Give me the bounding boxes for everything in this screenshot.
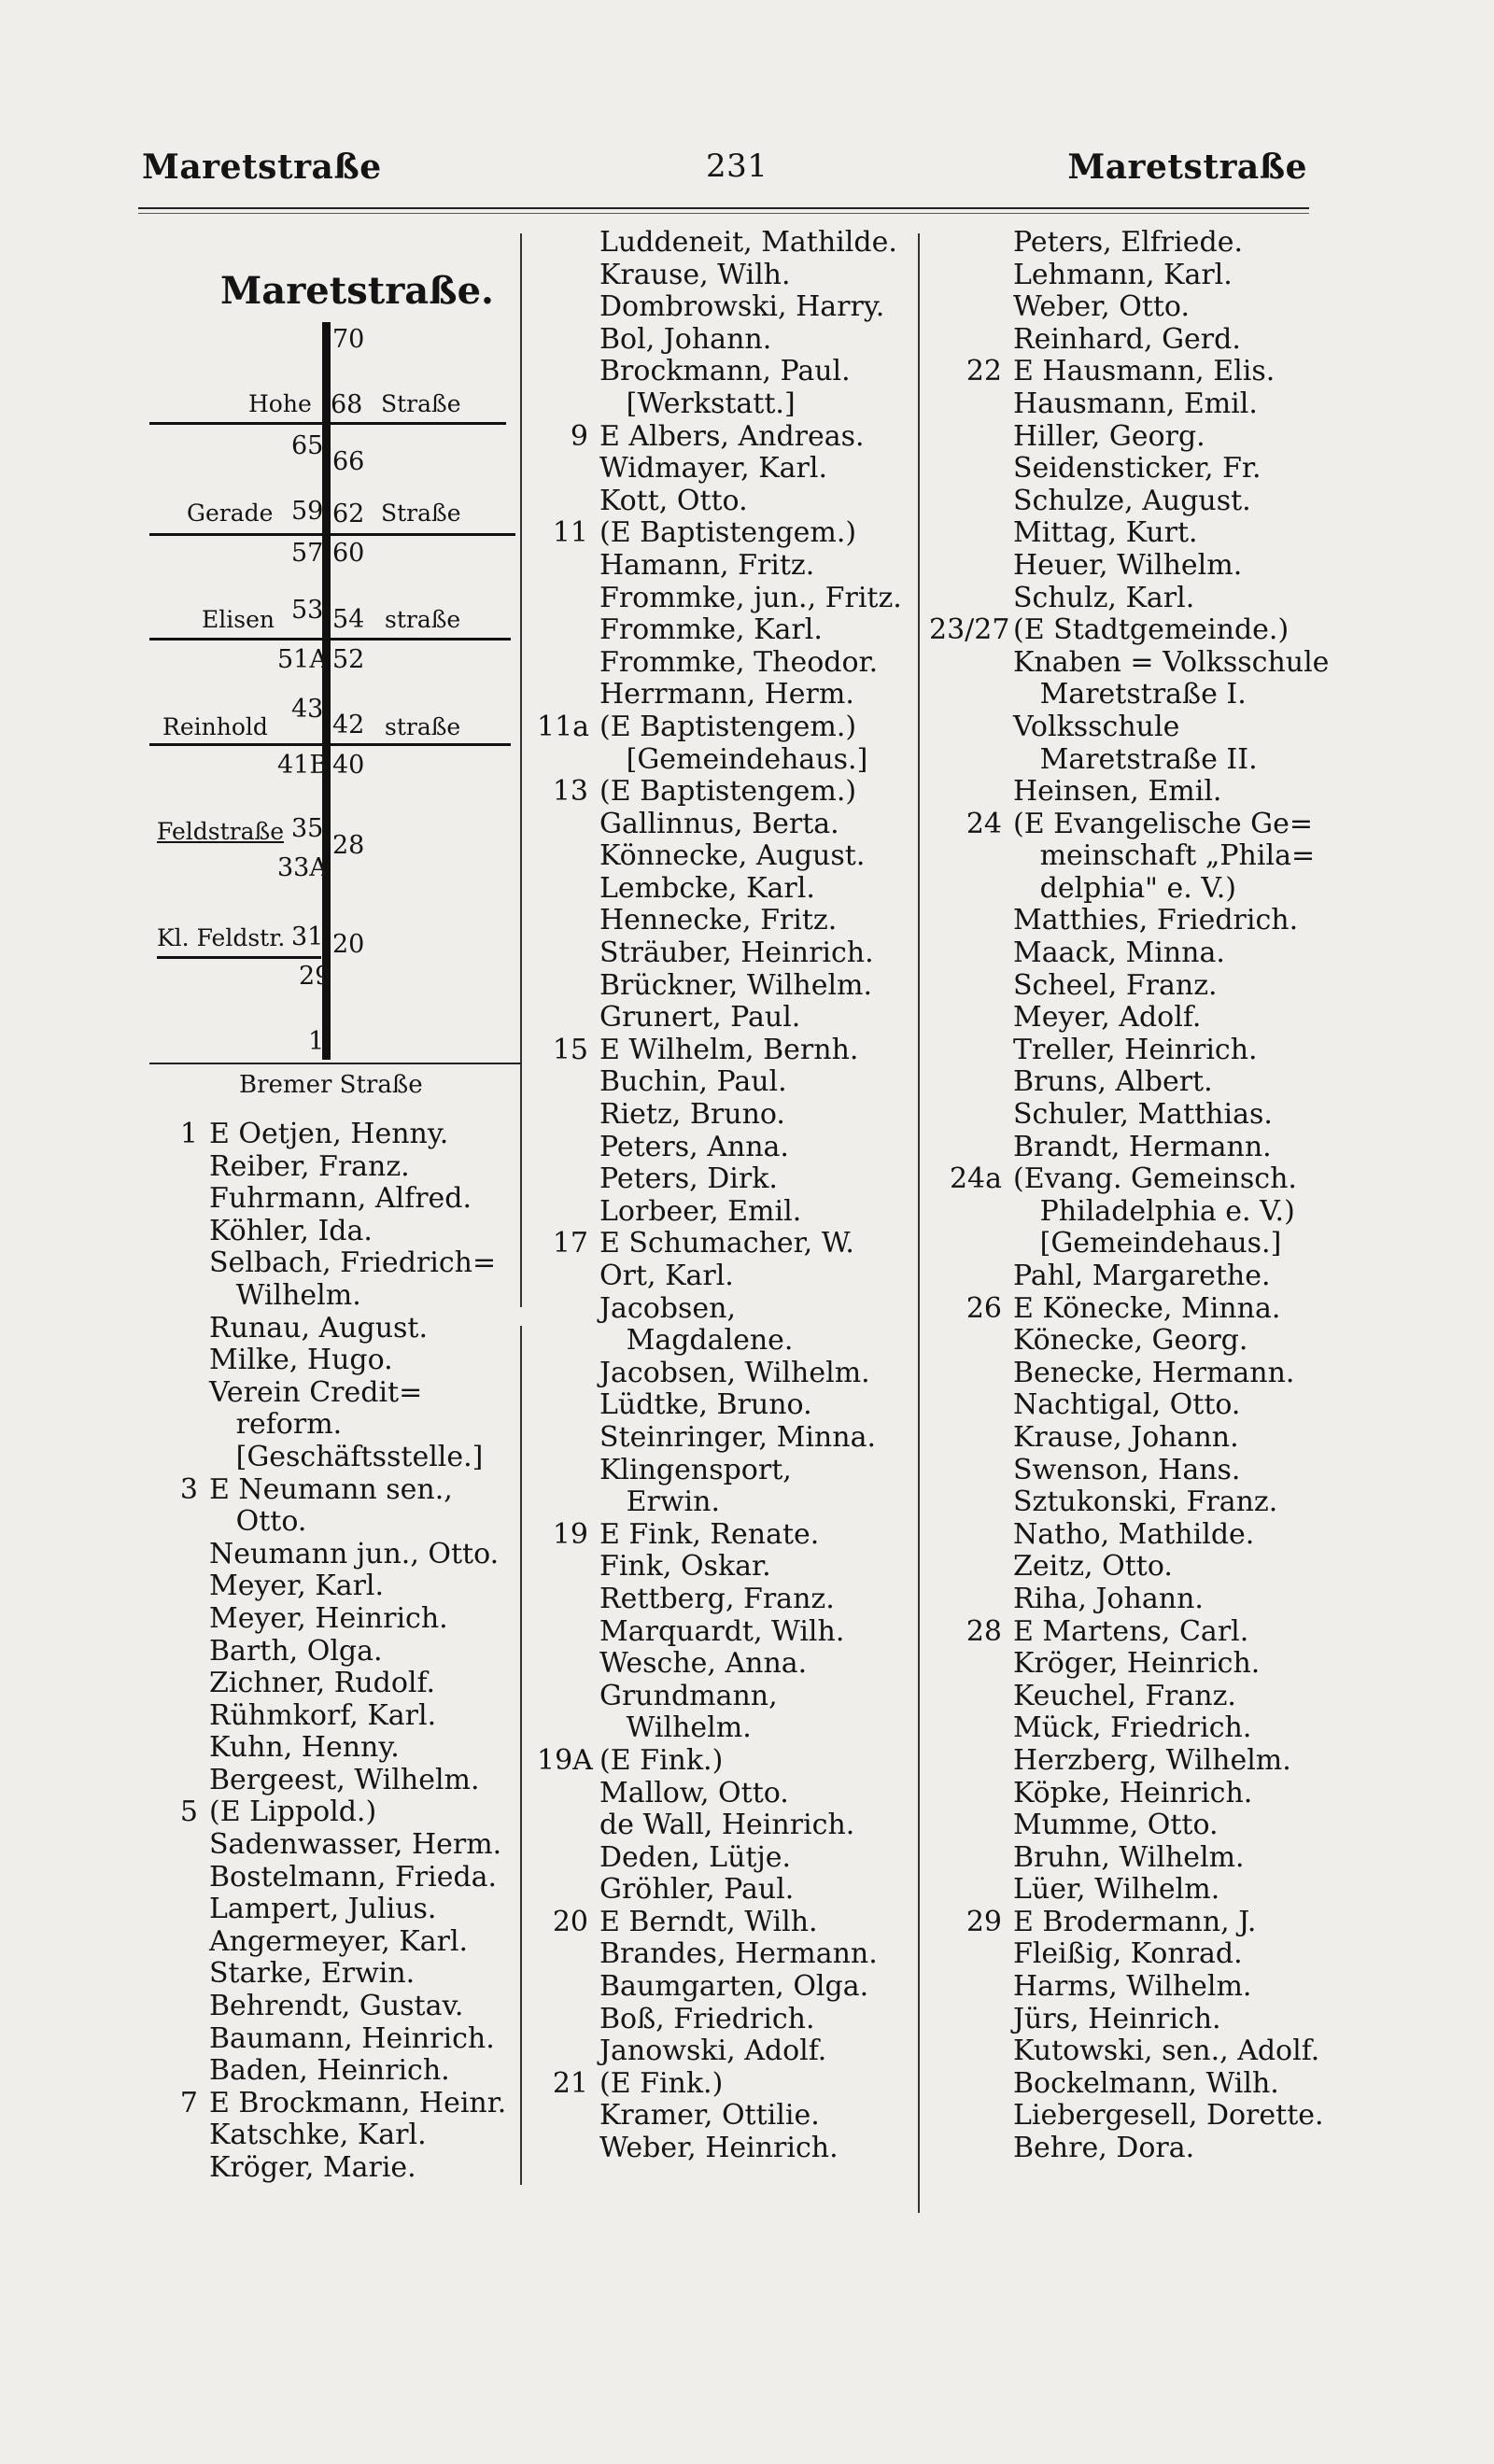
page-number: 231 (706, 148, 768, 185)
resident-name: Riha, Johann. (1013, 1582, 1204, 1615)
house-number: 60 (332, 539, 365, 568)
resident-name: Runau, August. (209, 1311, 429, 1345)
resident-name: Hamann, Fritz. (599, 548, 815, 582)
cross-street-suffix: Straße (381, 500, 461, 527)
resident-name: Barth, Olga. (209, 1634, 383, 1668)
house-number: 57 (291, 539, 324, 568)
resident-name: Behre, Dora. (1013, 2132, 1195, 2165)
resident-name: Verein Credit= (209, 1375, 423, 1409)
resident-name: Brandt, Hermann. (1013, 1130, 1272, 1163)
resident-name: E Schumacher, W. (599, 1227, 854, 1260)
resident-name: (Evang. Gemeinsch. (1013, 1162, 1297, 1196)
resident-name: Erwin. (599, 1485, 720, 1519)
resident-name: Bostelmann, Frieda. (209, 1860, 498, 1894)
resident-name: Reiber, Franz. (209, 1149, 410, 1183)
resident-name: (E Fink.) (599, 2066, 724, 2100)
resident-name: Starke, Erwin. (209, 1957, 416, 1991)
resident-name: Lampert, Julius. (209, 1893, 437, 1926)
house-number: 11a (537, 710, 590, 743)
running-head-right: Maretstraße (1067, 148, 1307, 187)
resident-name: Wesche, Anna. (599, 1647, 808, 1681)
resident-name: Fink, Oskar. (599, 1550, 771, 1584)
resident-name: Lorbeer, Emil. (599, 1194, 802, 1228)
resident-name: Krause, Wilh. (599, 258, 791, 291)
resident-name: Kröger, Heinrich. (1013, 1647, 1261, 1681)
column-separator (520, 1326, 522, 2185)
resident-name: Fleißig, Konrad. (1013, 1937, 1243, 1971)
resident-name: Kutowski, sen., Adolf. (1013, 2035, 1320, 2068)
resident-name: Lüdtke, Bruno. (599, 1388, 812, 1422)
resident-name: Lembcke, Karl. (599, 871, 815, 905)
resident-name: Grundmann, (599, 1679, 778, 1712)
resident-name: Knaben = Volksschule (1013, 645, 1330, 679)
resident-name: Krause, Johann. (1013, 1420, 1239, 1454)
house-number: 5 (179, 1795, 198, 1829)
resident-name: de Wall, Heinrich. (599, 1809, 855, 1842)
cross-street-line (157, 956, 321, 959)
house-number: 42 (332, 711, 365, 739)
resident-name: Bol, Johann. (599, 322, 772, 356)
resident-name: Brockmann, Paul. (599, 355, 851, 388)
house-number: 28 (332, 831, 365, 860)
resident-name: Frommke, Karl. (599, 613, 823, 647)
resident-name: [Werkstatt.] (599, 387, 796, 420)
house-number: 28 (965, 1614, 1002, 1648)
resident-name: Maack, Minna. (1013, 936, 1225, 970)
resident-name: [Gemeindehaus.] (599, 742, 868, 776)
resident-name: Könecke, Georg. (1013, 1324, 1248, 1358)
house-number: 1 (179, 1118, 198, 1150)
cross-street-line (149, 422, 506, 425)
house-number: 53 (291, 596, 324, 625)
cross-street-line (149, 743, 511, 746)
resident-name: (E Fink.) (599, 1743, 724, 1777)
resident-name: Keuchel, Franz. (1013, 1679, 1236, 1712)
house-number: 7 (179, 2086, 198, 2119)
resident-name: E Brodermann, J. (1013, 1905, 1257, 1938)
resident-name: E Albers, Andreas. (599, 419, 865, 453)
header-rule (138, 207, 1309, 209)
resident-name: Treller, Heinrich. (1013, 1033, 1258, 1066)
resident-name: Reinhard, Gerd. (1013, 322, 1241, 356)
resident-name: Bruhn, Wilhelm. (1013, 1840, 1245, 1874)
resident-name: Nachtigal, Otto. (1013, 1388, 1241, 1422)
house-number: 31 (291, 922, 324, 951)
resident-name: Magdalene. (599, 1324, 794, 1358)
resident-name: Schuler, Matthias. (1013, 1098, 1273, 1132)
resident-name: Kröger, Marie. (209, 2151, 416, 2184)
resident-name: meinschaft „Phila= (1013, 839, 1316, 873)
house-number: 24a (949, 1162, 1002, 1196)
resident-name: [Gemeindehaus.] (1013, 1227, 1282, 1260)
house-number: 1 (308, 1027, 325, 1056)
resident-name: Liebergesell, Dorette. (1013, 2099, 1324, 2133)
resident-name: Kott, Otto. (599, 484, 748, 517)
resident-name: Katschke, Karl. (209, 2119, 427, 2152)
resident-name: Grunert, Paul. (599, 1001, 801, 1035)
resident-name: Mallow, Otto. (599, 1776, 789, 1809)
resident-name: Seidensticker, Fr. (1013, 452, 1261, 486)
resident-name: Widmayer, Karl. (599, 452, 828, 486)
resident-name: Matthies, Friedrich. (1013, 904, 1299, 937)
resident-name: Zichner, Rudolf. (209, 1667, 436, 1700)
resident-name: Hausmann, Emil. (1013, 387, 1258, 420)
resident-name: E Fink, Renate. (599, 1517, 820, 1551)
resident-name: Klingensport, (599, 1453, 792, 1486)
resident-name: (E Baptistengem.) (599, 710, 857, 743)
resident-name: (E Lippold.) (209, 1795, 377, 1829)
resident-name: Köpke, Heinrich. (1013, 1776, 1253, 1809)
resident-name: Meyer, Heinrich. (209, 1601, 448, 1635)
resident-name: Natho, Mathilde. (1013, 1517, 1255, 1551)
column-separator (918, 233, 920, 2213)
resident-name: Harms, Wilhelm. (1013, 1970, 1252, 2004)
resident-name: Rettberg, Franz. (599, 1582, 835, 1615)
resident-name: Steinringer, Minna. (599, 1420, 876, 1454)
resident-name: Jacobsen, Wilhelm. (599, 1356, 870, 1389)
resident-name: E Brockmann, Heinr. (209, 2086, 507, 2119)
resident-name: Dombrowski, Harry. (599, 290, 885, 324)
house-number: 26 (965, 1291, 1002, 1325)
resident-name: Frommke, jun., Fritz. (599, 581, 902, 614)
resident-name: Zeitz, Otto. (1013, 1550, 1173, 1584)
house-number: 29 (299, 962, 331, 991)
house-number: 29 (965, 1905, 1002, 1938)
house-number: 59 (291, 497, 324, 526)
house-number: 43 (291, 695, 324, 724)
resident-name: Weber, Heinrich. (599, 2132, 839, 2165)
house-number: 40 (332, 751, 365, 780)
house-number: 20 (332, 930, 365, 959)
resident-name: Heuer, Wilhelm. (1013, 548, 1243, 582)
resident-name: Baumgarten, Olga. (599, 1970, 869, 2004)
resident-name: Maretstraße I. (1013, 678, 1247, 711)
resident-name: E Könecke, Minna. (1013, 1291, 1281, 1325)
house-number: 54 (332, 605, 365, 634)
resident-name: Maretstraße II. (1013, 742, 1258, 776)
resident-name: Köhler, Ida. (209, 1214, 373, 1247)
house-number: 17 (552, 1227, 588, 1260)
resident-name: Benecke, Hermann. (1013, 1356, 1295, 1389)
house-number: 41B (277, 751, 329, 780)
resident-name: Selbach, Friedrich= (209, 1246, 497, 1280)
cross-street-name: Kl. Feldstr. (157, 924, 286, 951)
house-number: 23/27 (929, 613, 1010, 647)
cross-street-name: Elisen (202, 606, 275, 633)
resident-name: Herrmann, Herm. (599, 678, 854, 711)
resident-name: Jacobsen, (599, 1291, 736, 1325)
cross-street-name: Hohe (248, 390, 312, 417)
resident-name: Ort, Karl. (599, 1260, 734, 1292)
resident-name: Marquardt, Wilh. (599, 1614, 845, 1648)
cross-street-line (149, 638, 511, 641)
cross-street-line (149, 533, 515, 536)
resident-name: E Oetjen, Henny. (209, 1118, 449, 1150)
resident-name: Peters, Dirk. (599, 1162, 778, 1196)
resident-name: reform. (209, 1408, 343, 1442)
resident-name: Neumann jun., Otto. (209, 1537, 500, 1570)
resident-name: Volksschule (1013, 710, 1180, 743)
resident-name: Sztukonski, Franz. (1013, 1485, 1278, 1519)
house-number: 19 (552, 1517, 588, 1551)
house-number: 11 (552, 516, 588, 550)
resident-name: E Wilhelm, Bernh. (599, 1033, 859, 1066)
cross-street-name: Gerade (187, 500, 274, 527)
resident-name: Janowski, Adolf. (599, 2035, 827, 2068)
resident-name: Behrendt, Gustav. (209, 1990, 464, 2023)
house-number: 68 (331, 390, 363, 419)
resident-name: Milke, Hugo. (209, 1344, 393, 1377)
resident-name: Jürs, Heinrich. (1013, 2002, 1221, 2035)
resident-name: Wilhelm. (209, 1278, 361, 1312)
cross-street-name: Feldstraße (157, 818, 284, 845)
resident-name: Bockelmann, Wilh. (1013, 2066, 1279, 2100)
house-number: 13 (552, 775, 588, 809)
resident-name: Gröhler, Paul. (599, 1873, 795, 1907)
resident-name: (E Baptistengem.) (599, 775, 857, 809)
resident-name: Peters, Elfriede. (1013, 226, 1243, 259)
house-number: 51A (277, 645, 328, 674)
resident-name: (E Baptistengem.) (599, 516, 857, 550)
resident-name: delphia" e. V.) (1013, 871, 1236, 905)
resident-name: Kuhn, Henny. (209, 1731, 400, 1765)
resident-name: Peters, Anna. (599, 1130, 789, 1163)
house-number: 35 (291, 814, 324, 843)
resident-name: Sträuber, Heinrich. (599, 936, 874, 970)
resident-name: Buchin, Paul. (599, 1065, 787, 1099)
resident-name: E Berndt, Wilh. (599, 1905, 818, 1938)
resident-name: [Geschäftsstelle.] (209, 1440, 484, 1473)
resident-name: Deden, Lütje. (599, 1840, 792, 1874)
resident-name: Lüer, Wilhelm. (1013, 1873, 1220, 1907)
resident-name: Schulze, August. (1013, 484, 1251, 517)
cross-street-suffix: Straße (381, 390, 461, 417)
resident-name: Herzberg, Wilhelm. (1013, 1743, 1291, 1777)
resident-name: Schulz, Karl. (1013, 581, 1195, 614)
street-title: Maretstraße. (220, 269, 494, 313)
resident-name: Weber, Otto. (1013, 290, 1190, 324)
resident-name: Swenson, Hans. (1013, 1453, 1241, 1486)
house-number: 15 (552, 1033, 588, 1066)
resident-name: Könnecke, August. (599, 839, 866, 873)
house-number: 3 (179, 1472, 198, 1506)
resident-name: Wilhelm. (599, 1711, 752, 1745)
house-number: 52 (332, 645, 365, 674)
resident-name: E Hausmann, Elis. (1013, 355, 1276, 388)
resident-name: Kramer, Ottilie. (599, 2099, 820, 2133)
resident-name: Pahl, Margarethe. (1013, 1260, 1271, 1292)
resident-name: Mittag, Kurt. (1013, 516, 1198, 550)
section-rule (149, 1063, 521, 1064)
resident-name: Bergeest, Wilhelm. (209, 1763, 480, 1796)
header-rule-thin (138, 213, 1309, 214)
resident-name: Lehmann, Karl. (1013, 258, 1233, 291)
house-number: 62 (332, 500, 365, 528)
resident-name: Scheel, Franz. (1013, 968, 1218, 1002)
resident-name: Heinsen, Emil. (1013, 775, 1222, 809)
resident-name: Hiller, Georg. (1013, 419, 1205, 453)
resident-name: Boß, Friedrich. (599, 2002, 815, 2035)
resident-name: Baumann, Heinrich. (209, 2021, 495, 2055)
resident-name: Brandes, Hermann. (599, 1937, 878, 1971)
resident-name: Philadelphia e. V.) (1013, 1194, 1295, 1228)
house-number: 9 (570, 419, 588, 453)
house-number: 22 (965, 355, 1002, 388)
resident-name: (E Evangelische Ge= (1013, 807, 1314, 840)
resident-name: Bruns, Albert. (1013, 1065, 1213, 1099)
house-number: 24 (965, 807, 1002, 840)
resident-name: Frommke, Theodor. (599, 645, 879, 679)
resident-name: Meyer, Karl. (209, 1570, 385, 1603)
resident-name: Mück, Friedrich. (1013, 1711, 1252, 1745)
column-separator (520, 233, 522, 1307)
resident-name: Mumme, Otto. (1013, 1809, 1219, 1842)
resident-name: Angermeyer, Karl. (209, 1924, 469, 1958)
resident-name: Meyer, Adolf. (1013, 1001, 1202, 1035)
resident-name: (E Stadtgemeinde.) (1013, 613, 1290, 647)
bremer-strasse-label: Bremer Straße (239, 1071, 423, 1099)
cross-street-name: Reinhold (162, 713, 268, 740)
resident-name: Luddeneit, Mathilde. (599, 226, 897, 259)
resident-name: E Martens, Carl. (1013, 1614, 1249, 1648)
house-number: 33A (277, 853, 328, 882)
resident-name: Brückner, Wilhelm. (599, 968, 873, 1002)
resident-name: Gallinnus, Berta. (599, 807, 839, 840)
resident-name: Hennecke, Fritz. (599, 904, 838, 937)
resident-name: Rühmkorf, Karl. (209, 1698, 437, 1732)
resident-name: Rietz, Bruno. (599, 1098, 785, 1132)
house-number: 65 (291, 431, 324, 460)
cross-street-suffix: straße (385, 713, 461, 740)
house-number: 21 (552, 2066, 588, 2100)
house-number: 70 (332, 325, 365, 354)
resident-name: Sadenwasser, Herm. (209, 1828, 502, 1862)
house-number: 66 (332, 447, 365, 476)
house-number: 20 (552, 1905, 588, 1938)
resident-name: Otto. (209, 1505, 307, 1539)
resident-name: Fuhrmann, Alfred. (209, 1182, 472, 1216)
cross-street-suffix: straße (385, 606, 461, 633)
resident-name: Baden, Heinrich. (209, 2054, 450, 2088)
house-number: 19A (537, 1743, 593, 1777)
running-head-left: Maretstraße (142, 148, 382, 187)
resident-name: E Neumann sen., (209, 1472, 453, 1506)
